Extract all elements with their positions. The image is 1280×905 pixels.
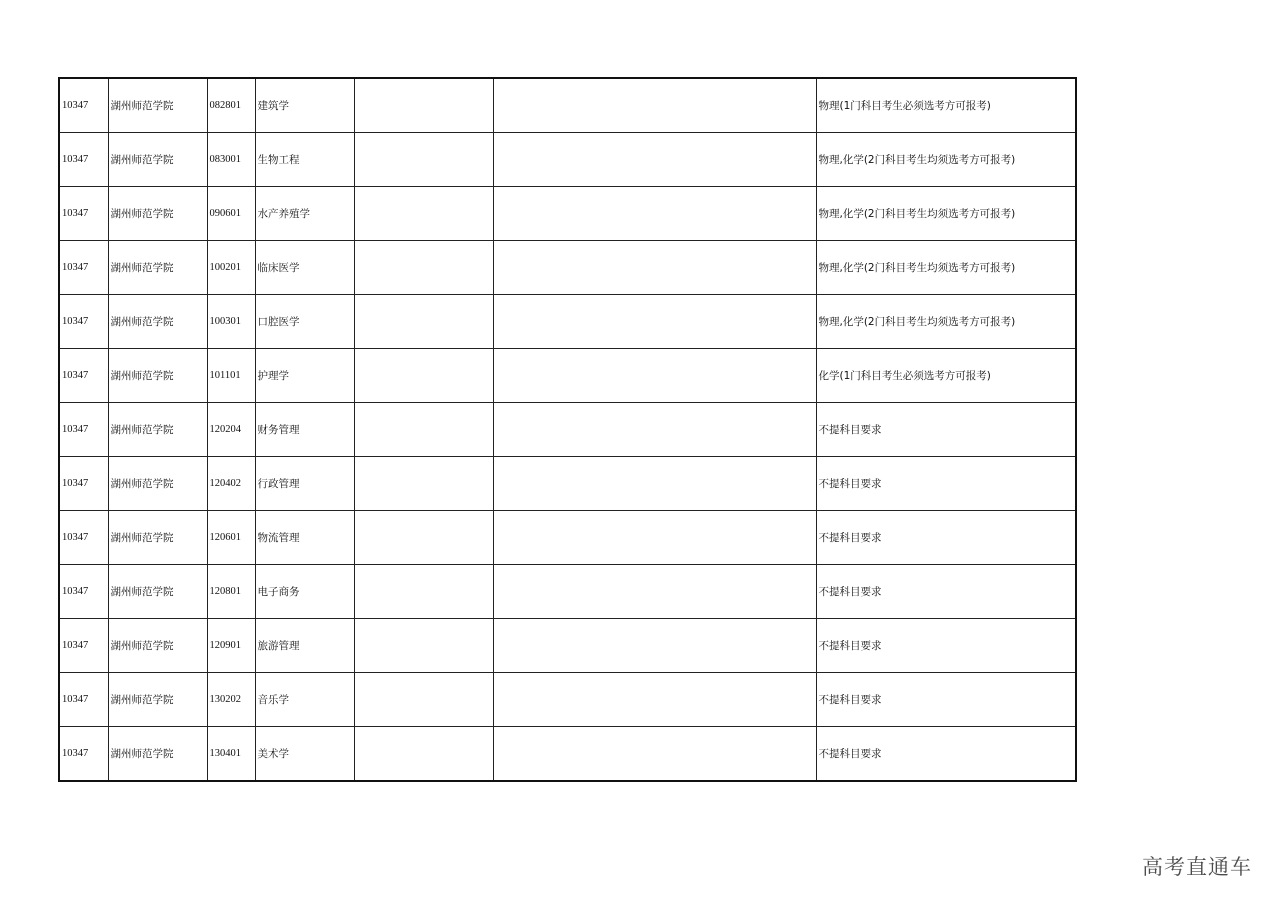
empty-cell — [354, 619, 493, 673]
major-code-cell: 130401 — [207, 727, 255, 782]
school-code-cell: 10347 — [59, 727, 108, 782]
major-code-cell: 120901 — [207, 619, 255, 673]
major-name-cell: 口腔医学 — [255, 295, 354, 349]
empty-cell — [493, 78, 816, 133]
empty-cell — [354, 511, 493, 565]
table-row — [59, 565, 1076, 619]
major-code-cell: 130202 — [207, 673, 255, 727]
subject-requirement-cell: 不提科目要求 — [816, 565, 1076, 619]
school-name-cell: 湖州师范学院 — [108, 241, 207, 295]
major-code-cell: 082801 — [207, 78, 255, 133]
empty-cell — [354, 78, 493, 133]
major-name-cell: 美术学 — [255, 727, 354, 782]
school-name-cell: 湖州师范学院 — [108, 619, 207, 673]
table-row — [59, 673, 1076, 727]
empty-cell — [493, 619, 816, 673]
empty-cell — [354, 241, 493, 295]
major-code-cell: 100301 — [207, 295, 255, 349]
major-name-cell: 财务管理 — [255, 403, 354, 457]
major-name-cell: 旅游管理 — [255, 619, 354, 673]
school-name-cell: 湖州师范学院 — [108, 403, 207, 457]
school-code-cell: 10347 — [59, 349, 108, 403]
major-name-cell: 建筑学 — [255, 78, 354, 133]
subject-requirement-cell: 物理,化学(2门科目考生均须选考方可报考) — [816, 133, 1076, 187]
table-row — [59, 187, 1076, 241]
empty-cell — [493, 349, 816, 403]
table-row — [59, 619, 1076, 673]
empty-cell — [493, 457, 816, 511]
school-code-cell: 10347 — [59, 565, 108, 619]
table-row — [59, 727, 1076, 782]
subject-requirement-cell: 物理,化学(2门科目考生均须选考方可报考) — [816, 187, 1076, 241]
school-code-cell: 10347 — [59, 619, 108, 673]
school-name-cell: 湖州师范学院 — [108, 295, 207, 349]
major-code-cell: 120801 — [207, 565, 255, 619]
empty-cell — [354, 295, 493, 349]
empty-cell — [493, 565, 816, 619]
table-row — [59, 457, 1076, 511]
table-row — [59, 133, 1076, 187]
watermark-text: 高考直通车 — [1142, 855, 1252, 879]
school-code-cell: 10347 — [59, 241, 108, 295]
empty-cell — [493, 511, 816, 565]
table-row — [59, 295, 1076, 349]
table-row — [59, 349, 1076, 403]
school-name-cell: 湖州师范学院 — [108, 727, 207, 782]
school-name-cell: 湖州师范学院 — [108, 457, 207, 511]
empty-cell — [354, 187, 493, 241]
subject-requirement-cell: 不提科目要求 — [816, 673, 1076, 727]
subject-requirement-cell: 不提科目要求 — [816, 457, 1076, 511]
subject-requirement-cell: 不提科目要求 — [816, 727, 1076, 782]
school-name-cell: 湖州师范学院 — [108, 78, 207, 133]
major-name-cell: 行政管理 — [255, 457, 354, 511]
table-row — [59, 241, 1076, 295]
school-name-cell: 湖州师范学院 — [108, 565, 207, 619]
school-code-cell: 10347 — [59, 295, 108, 349]
empty-cell — [493, 673, 816, 727]
empty-cell — [354, 727, 493, 782]
school-code-cell: 10347 — [59, 457, 108, 511]
table-row — [59, 511, 1076, 565]
empty-cell — [354, 133, 493, 187]
subject-requirements-table — [58, 77, 1077, 782]
major-code-cell: 101101 — [207, 349, 255, 403]
school-code-cell: 10347 — [59, 511, 108, 565]
school-code-cell: 10347 — [59, 187, 108, 241]
major-code-cell: 120402 — [207, 457, 255, 511]
major-code-cell: 090601 — [207, 187, 255, 241]
empty-cell — [354, 457, 493, 511]
subject-requirement-cell: 物理(1门科目考生必须选考方可报考) — [816, 78, 1076, 133]
empty-cell — [354, 673, 493, 727]
major-code-cell: 120601 — [207, 511, 255, 565]
empty-cell — [493, 241, 816, 295]
table-row — [59, 403, 1076, 457]
school-code-cell: 10347 — [59, 403, 108, 457]
school-name-cell: 湖州师范学院 — [108, 511, 207, 565]
empty-cell — [493, 403, 816, 457]
empty-cell — [354, 403, 493, 457]
school-name-cell: 湖州师范学院 — [108, 187, 207, 241]
table-row — [59, 78, 1076, 133]
school-code-cell: 10347 — [59, 133, 108, 187]
major-name-cell: 临床医学 — [255, 241, 354, 295]
major-name-cell: 电子商务 — [255, 565, 354, 619]
table-body — [59, 78, 1076, 781]
subject-requirement-cell: 不提科目要求 — [816, 403, 1076, 457]
school-name-cell: 湖州师范学院 — [108, 133, 207, 187]
school-name-cell: 湖州师范学院 — [108, 673, 207, 727]
major-code-cell: 083001 — [207, 133, 255, 187]
subject-requirement-cell: 物理,化学(2门科目考生均须选考方可报考) — [816, 241, 1076, 295]
major-name-cell: 物流管理 — [255, 511, 354, 565]
subject-requirement-cell: 不提科目要求 — [816, 511, 1076, 565]
major-name-cell: 音乐学 — [255, 673, 354, 727]
major-code-cell: 100201 — [207, 241, 255, 295]
school-code-cell: 10347 — [59, 673, 108, 727]
major-name-cell: 生物工程 — [255, 133, 354, 187]
empty-cell — [493, 727, 816, 782]
major-name-cell: 护理学 — [255, 349, 354, 403]
subject-requirement-cell: 化学(1门科目考生必须选考方可报考) — [816, 349, 1076, 403]
empty-cell — [354, 565, 493, 619]
empty-cell — [354, 349, 493, 403]
school-code-cell: 10347 — [59, 78, 108, 133]
subject-requirement-cell: 不提科目要求 — [816, 619, 1076, 673]
empty-cell — [493, 133, 816, 187]
empty-cell — [493, 295, 816, 349]
school-name-cell: 湖州师范学院 — [108, 349, 207, 403]
empty-cell — [493, 187, 816, 241]
major-code-cell: 120204 — [207, 403, 255, 457]
major-name-cell: 水产养殖学 — [255, 187, 354, 241]
subject-requirement-cell: 物理,化学(2门科目考生均须选考方可报考) — [816, 295, 1076, 349]
